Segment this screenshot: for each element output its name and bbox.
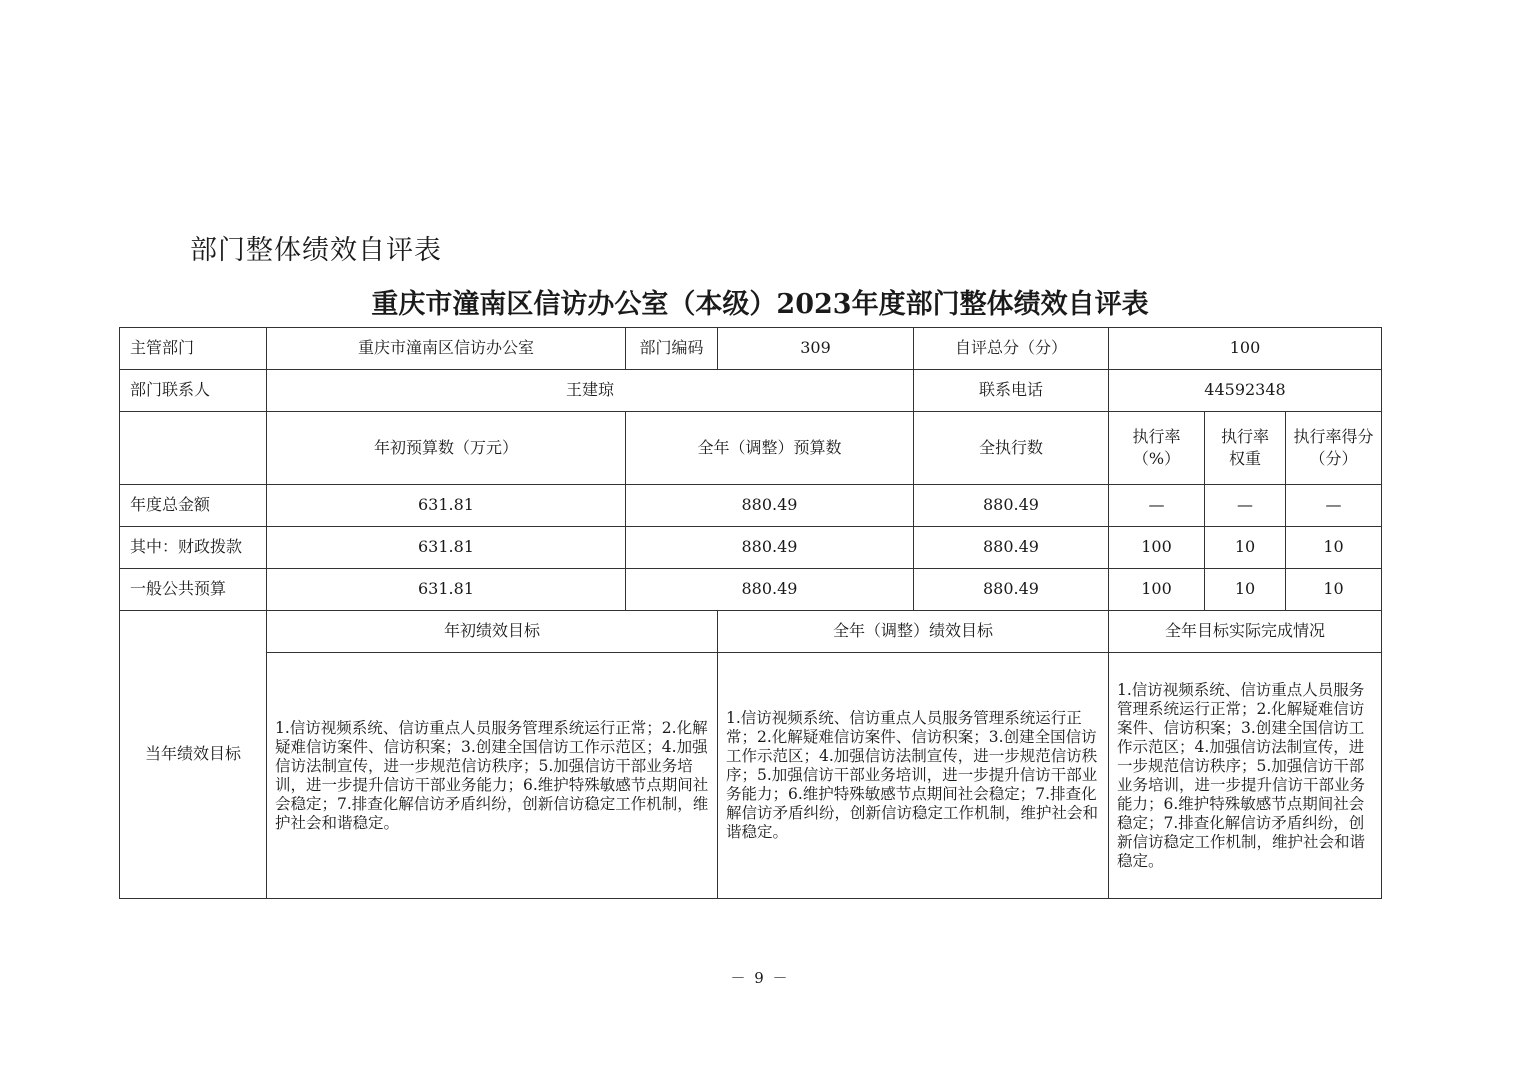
budget-header-row (120, 412, 1382, 485)
section-heading: 部门整体绩效自评表 (190, 235, 442, 266)
goals-row-label: 当年绩效目标 (120, 611, 267, 899)
initial-budget-header: 年初预算数（万元） (267, 412, 626, 485)
executed-value: 880.49 (914, 569, 1109, 611)
info-row-department (120, 328, 1382, 370)
weight-value: 10 (1205, 569, 1286, 611)
self-evaluation-table (119, 327, 1382, 899)
code-label: 部门编码 (626, 328, 718, 370)
initial-value: 631.81 (267, 485, 626, 527)
weight-value: 10 (1205, 527, 1286, 569)
adjusted-goals-header: 全年（调整）绩效目标 (718, 611, 1109, 653)
initial-value: 631.81 (267, 527, 626, 569)
rate-header-line2: （%） (1132, 449, 1181, 468)
initial-goals-text: 1.信访视频系统、信访重点人员服务管理系统运行正常；2.化解疑难信访案件、信访积案；3.创建全国信访工作示范区；4.加强信访法制宣传，进一步规范信访秩序；5.加强信访干部业务培训，进一步提升信访干部业务能力；6.维护特殊敏感节点期间社会稳定；7.排查化解信访矛盾纠纷，创新信访稳定工作机制，维护社会和谐稳定。 (267, 653, 718, 899)
score-header (1286, 412, 1382, 485)
actual-goals-text: 1.信访视频系统、信访重点人员服务管理系统运行正常；2.化解疑难信访案件、信访积案；3.创建全国信访工作示范区；4.加强信访法制宣传，进一步规范信访秩序；5.加强信访干部业务培训，进一步提升信访干部业务能力；6.维护特殊敏感节点期间社会稳定；7.排查化解信访矛盾纠纷，创新信访稳定工作机制，维护社会和谐稳定。 (1109, 653, 1382, 899)
dept-label: 主管部门 (120, 328, 267, 370)
initial-value: 631.81 (267, 569, 626, 611)
info-row-contact (120, 370, 1382, 412)
goals-content-row (120, 653, 1382, 899)
score-header-line1: 执行率得分 (1293, 427, 1374, 446)
goals-header-row (120, 611, 1382, 653)
budget-header-blank (120, 412, 267, 485)
score-value-cell: — (1286, 485, 1382, 527)
rate-value: 100 (1109, 527, 1205, 569)
rate-value: — (1109, 485, 1205, 527)
score-value: 100 (1109, 328, 1382, 370)
executed-header: 全执行数 (914, 412, 1109, 485)
score-value-cell: 10 (1286, 527, 1382, 569)
adjusted-budget-header: 全年（调整）预算数 (626, 412, 914, 485)
initial-goals-header: 年初绩效目标 (267, 611, 718, 653)
weight-header-line2: 权重 (1228, 449, 1261, 468)
actual-goals-header: 全年目标实际完成情况 (1109, 611, 1382, 653)
weight-value: — (1205, 485, 1286, 527)
adjusted-value: 880.49 (626, 485, 914, 527)
rate-header (1109, 412, 1205, 485)
rate-header-line1: 执行率 (1132, 427, 1181, 446)
adjusted-goals-text: 1.信访视频系统、信访重点人员服务管理系统运行正常；2.化解疑难信访案件、信访积案；3.创建全国信访工作示范区；4.加强信访法制宣传，进一步规范信访秩序；5.加强信访干部业务培训，进一步提升信访干部业务能力；6.维护特殊敏感节点期间社会稳定；7.排查化解信访矛盾纠纷，创新信访稳定工作机制，维护社会和谐稳定。 (718, 653, 1109, 899)
phone-label: 联系电话 (914, 370, 1109, 412)
row-label: 其中：财政拨款 (120, 527, 267, 569)
page-number: － 9 － (730, 969, 790, 987)
score-header-line2: （分） (1309, 449, 1358, 468)
contact-label: 部门联系人 (120, 370, 267, 412)
score-label: 自评总分（分） (914, 328, 1109, 370)
contact-value: 王建琼 (267, 370, 914, 412)
budget-row-total (120, 485, 1382, 527)
score-value-cell: 10 (1286, 569, 1382, 611)
executed-value: 880.49 (914, 527, 1109, 569)
document-title: 重庆市潼南区信访办公室（本级）2023年度部门整体绩效自评表 (371, 289, 1149, 320)
executed-value: 880.49 (914, 485, 1109, 527)
code-value: 309 (718, 328, 914, 370)
weight-header (1205, 412, 1286, 485)
adjusted-value: 880.49 (626, 527, 914, 569)
budget-row-fiscal (120, 527, 1382, 569)
phone-value: 44592348 (1109, 370, 1382, 412)
adjusted-value: 880.49 (626, 569, 914, 611)
weight-header-line1: 执行率 (1220, 427, 1269, 446)
rate-value: 100 (1109, 569, 1205, 611)
budget-row-general (120, 569, 1382, 611)
row-label: 一般公共预算 (120, 569, 267, 611)
row-label: 年度总金额 (120, 485, 267, 527)
dept-value: 重庆市潼南区信访办公室 (267, 328, 626, 370)
